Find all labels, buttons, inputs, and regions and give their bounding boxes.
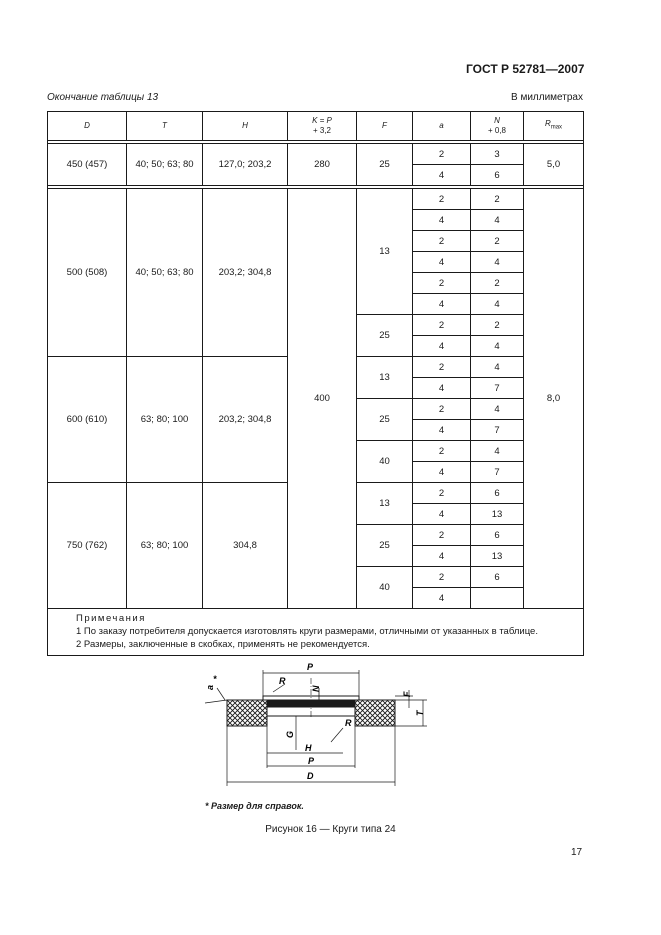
wheel-body — [227, 678, 395, 726]
cell-k: 280 — [288, 144, 357, 186]
cell-a: 2 — [413, 315, 471, 336]
col-r-sub: max — [550, 124, 563, 131]
cell-n: 7 — [471, 420, 524, 441]
cell-n: 3 — [471, 144, 524, 165]
col-h: H — [203, 112, 288, 141]
col-n — [471, 112, 524, 141]
cell-a: 2 — [413, 441, 471, 462]
col-a: a — [413, 112, 471, 141]
cell-a: 2 — [413, 525, 471, 546]
label-d: D — [307, 771, 314, 781]
table-row — [48, 144, 584, 165]
cell-n: 4 — [471, 399, 524, 420]
cell-n: 2 — [471, 189, 524, 210]
cell-a: 4 — [413, 588, 471, 609]
cell-f: 13 — [357, 483, 413, 525]
cell-a: 4 — [413, 420, 471, 441]
cell-d: 750 (762) — [48, 483, 127, 609]
label-p-top: P — [307, 662, 314, 672]
label-f: F — [402, 691, 412, 697]
cell-a: 2 — [413, 357, 471, 378]
note-2: 2 Размеры, заключенные в скобках, применять не рекомендуется. — [76, 639, 370, 650]
note-1: 1 По заказу потребителя допускается изготовлять круги размерами, отличными от указанных в таблице. — [76, 626, 538, 637]
cell-f: 13 — [357, 357, 413, 399]
cell-f: 25 — [357, 525, 413, 567]
cell-n: 13 — [471, 504, 524, 525]
cell-d: 450 (457) — [48, 144, 127, 186]
col-t: T — [127, 112, 203, 141]
cell-f: 13 — [357, 189, 413, 315]
label-r-bottom: R — [345, 718, 352, 728]
label-g: G — [285, 730, 295, 738]
dimensions-table — [47, 111, 584, 656]
cell-a: 4 — [413, 336, 471, 357]
cell-a: 2 — [413, 189, 471, 210]
wheel-drawing — [195, 658, 445, 793]
cell-a: 4 — [413, 462, 471, 483]
col-k — [288, 112, 357, 141]
col-n-top: N — [494, 116, 500, 125]
cell-a: 2 — [413, 231, 471, 252]
col-r-top: R — [544, 119, 551, 129]
cell-n: 4 — [471, 441, 524, 462]
cell-a: 4 — [413, 210, 471, 231]
col-r — [524, 112, 584, 141]
notes-row — [48, 609, 584, 656]
cell-h: 203,2; 304,8 — [203, 357, 288, 483]
cell-d: 500 (508) — [48, 189, 127, 357]
cell-n: 4 — [471, 336, 524, 357]
document-id: ГОСТ Р 52781—2007 — [466, 62, 585, 76]
cell-n: 4 — [471, 294, 524, 315]
cell-r: 8,0 — [524, 189, 584, 609]
cell-n: 7 — [471, 378, 524, 399]
col-f: F — [357, 112, 413, 141]
figure-caption: Рисунок 16 — Круги типа 24 — [265, 824, 396, 835]
label-n: N — [311, 685, 321, 692]
cell-a: 2 — [413, 273, 471, 294]
cell-t: 40; 50; 63; 80 — [127, 189, 203, 357]
cell-h: 203,2; 304,8 — [203, 189, 288, 357]
cell-a: 2 — [413, 144, 471, 165]
cell-a: 2 — [413, 399, 471, 420]
cell-a: 4 — [413, 165, 471, 186]
cell-n: 6 — [471, 525, 524, 546]
cell-n: 13 — [471, 546, 524, 567]
cell-t: 63; 80; 100 — [127, 483, 203, 609]
cell-a: 4 — [413, 252, 471, 273]
label-r-top: R — [279, 676, 286, 686]
table-units: В миллиметрах — [511, 92, 583, 103]
cell-n: 4 — [471, 357, 524, 378]
cell-h: 127,0; 203,2 — [203, 144, 288, 186]
cell-n: 6 — [471, 567, 524, 588]
table-row — [48, 189, 584, 210]
cell-f: 40 — [357, 441, 413, 483]
cell-k: 400 — [288, 189, 357, 609]
cell-a: 2 — [413, 567, 471, 588]
cell-t: 63; 80; 100 — [127, 357, 203, 483]
col-k-top: K = P — [312, 116, 332, 125]
cell-a: 4 — [413, 546, 471, 567]
label-a-star: * — [213, 674, 217, 684]
label-a: a — [205, 684, 215, 690]
cell-f: 25 — [357, 315, 413, 357]
cell-n: 2 — [471, 231, 524, 252]
cell-d: 600 (610) — [48, 357, 127, 483]
cell-f: 25 — [357, 399, 413, 441]
cell-n — [471, 588, 524, 609]
page-number: 17 — [571, 847, 583, 858]
cell-f: 25 — [357, 144, 413, 186]
notes-title: Примечания — [76, 613, 146, 624]
label-p-bottom: P — [308, 756, 315, 766]
notes — [48, 609, 584, 656]
col-k-bottom: + 3,2 — [312, 126, 331, 135]
table-continuation: Окончание таблицы 13 — [47, 92, 159, 103]
label-t: T — [415, 710, 425, 716]
cell-f: 40 — [357, 567, 413, 609]
cell-n: 2 — [471, 273, 524, 294]
cell-n: 6 — [471, 165, 524, 186]
cell-h: 304,8 — [203, 483, 288, 609]
header-row — [48, 112, 584, 141]
cell-a: 4 — [413, 378, 471, 399]
cell-n: 6 — [471, 483, 524, 504]
cell-n: 7 — [471, 462, 524, 483]
cell-n: 4 — [471, 252, 524, 273]
cell-r: 5,0 — [524, 144, 584, 186]
col-n-bottom: + 0,8 — [487, 126, 506, 135]
cell-a: 4 — [413, 294, 471, 315]
figure-footnote: * Размер для справок. — [205, 801, 304, 811]
cell-t: 40; 50; 63; 80 — [127, 144, 203, 186]
cell-a: 2 — [413, 483, 471, 504]
cell-n: 4 — [471, 210, 524, 231]
col-d: D — [48, 112, 127, 141]
cell-a: 4 — [413, 504, 471, 525]
label-h: H — [305, 743, 312, 753]
cell-n: 2 — [471, 315, 524, 336]
